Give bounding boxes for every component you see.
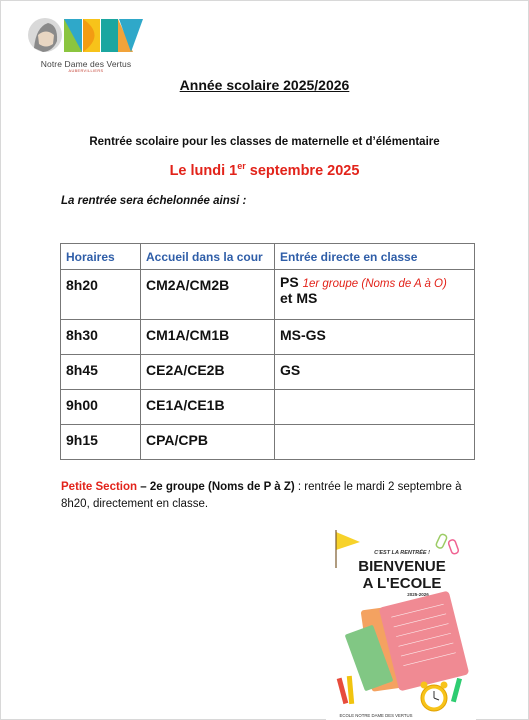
date-suffix: septembre 2025	[245, 162, 360, 179]
classe-extra: et MS	[280, 290, 318, 306]
poster-footer: ECOLE NOTRE DAME DES VERTUS	[339, 713, 413, 718]
classe-note-text: groupe (Noms de A à O)	[319, 278, 447, 290]
table-row	[61, 320, 475, 355]
table-header-row	[61, 244, 475, 270]
cell-classe: GS	[275, 355, 475, 390]
intro-text: La rentrée sera échelonnée ainsi :	[61, 195, 247, 207]
cell-time: 8h30	[61, 320, 141, 355]
cell-time: 8h45	[61, 355, 141, 390]
table-row	[61, 270, 475, 320]
page-title: Année scolaire 2025/2026	[179, 77, 350, 93]
welcome-poster	[326, 528, 476, 720]
classe-main: PS	[280, 274, 299, 290]
cell-time: 9h15	[61, 425, 141, 460]
logo-caption: Notre Dame des Vertus	[40, 59, 132, 69]
header-horaires: Horaires	[61, 244, 141, 270]
petite-section-note	[61, 479, 481, 513]
date-sup: er	[237, 161, 246, 171]
cell-cour: CM2A/CM2B	[141, 270, 275, 320]
classe-note-sup: 1er	[302, 278, 320, 290]
cell-cour: CPA/CPB	[141, 425, 275, 460]
table-row	[61, 355, 475, 390]
note-dash: –	[137, 481, 150, 493]
cell-time: 9h00	[61, 390, 141, 425]
date-prefix: Le lundi 1	[169, 162, 238, 179]
start-date	[0, 161, 529, 179]
header-entree: Entrée directe en classe	[275, 244, 475, 270]
subtitle: Rentrée scolaire pour les classes de maternelle et d’élémentaire	[89, 136, 440, 148]
classe-note	[303, 278, 447, 290]
schedule-table	[60, 243, 475, 460]
note-rest: : rentrée le mardi 2 septembre à 8h20, directement en classe.	[61, 481, 462, 510]
header-accueil: Accueil dans la cour	[141, 244, 275, 270]
poster-line1: BIENVENUE	[358, 558, 446, 575]
note-bold: 2e groupe (Noms de P à Z)	[149, 481, 295, 493]
poster-years: 2025-2026	[407, 592, 429, 597]
cell-classe	[275, 390, 475, 425]
table-row	[61, 390, 475, 425]
cell-classe	[275, 270, 475, 320]
cell-cour: CE2A/CE2B	[141, 355, 275, 390]
table-row	[61, 425, 475, 460]
cell-cour: CE1A/CE1B	[141, 390, 275, 425]
cell-time: 8h20	[61, 270, 141, 320]
poster-line2: A L'ECOLE	[362, 575, 442, 592]
cell-classe: MS-GS	[275, 320, 475, 355]
cell-classe	[275, 425, 475, 460]
logo-subcaption: AUBERVILLIERS	[68, 69, 104, 73]
poster-tagline: C'EST LA RENTRÉE !	[374, 550, 430, 556]
note-red: Petite Section	[61, 481, 138, 493]
cell-cour: CM1A/CM1B	[141, 320, 275, 355]
